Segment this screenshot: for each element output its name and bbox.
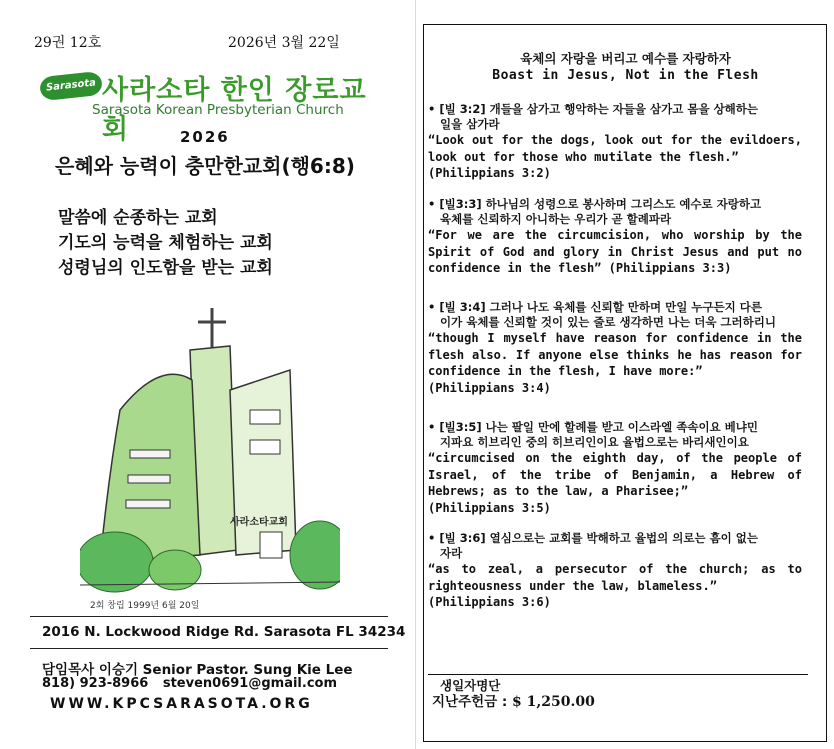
church-illustration [80, 300, 340, 620]
verse-korean: • [빌 3:4] 그러나 나도 육체를 신뢰할 만하며 만일 누구든지 다른 [428, 300, 763, 314]
verse-reference: (Philippians 3:4) [428, 380, 551, 395]
verse-korean: • [빌 3:6] 열심으로는 교회를 박해하고 율법의 의로는 흠이 없는 [428, 531, 759, 545]
offering-label: 지난주헌금 : [432, 694, 508, 710]
volume-number: 29권 12호 [34, 35, 102, 51]
sign-text: 사라소타교회 [230, 517, 288, 528]
offering-amount: $ 1,250.00 [512, 694, 595, 710]
verse-korean: 육체를 신뢰하지 아니하는 우리가 곧 할례파라 [440, 212, 672, 226]
bulletin-date: 2026년 3월 22일 [228, 35, 340, 51]
footer-divider [428, 674, 808, 675]
contact-line [42, 676, 337, 691]
verse-korean: 일을 삼가라 [440, 117, 500, 131]
divider-line [30, 648, 388, 649]
verse-korean: 지파요 히브리인 중의 히브리인이요 율법으로는 바리새인이요 [440, 435, 749, 449]
verse-reference: (Philippians 3:2) [428, 166, 551, 180]
verse-korean: 자라 [440, 546, 463, 560]
verse-block [428, 197, 802, 277]
verse-korean: • [빌 3:2] 개들을 삼가고 행악하는 자들을 삼가고 몸을 상해하는 [428, 102, 759, 116]
verse-english: “circumcised on the eighth day, of the people of Israel, of the tribe of Benjamin, a Hebrew of Hebrews; as to the law, a Pharisee;” [428, 451, 802, 498]
verse-block [428, 300, 802, 396]
sermon-title-english: Boast in Jesus, Not in the Flesh [492, 68, 759, 83]
church-name-english: Sarasota Korean Presbyterian Church [92, 102, 344, 118]
website-url: WWW.KPCSARASOTA.ORG [50, 696, 313, 712]
verse-block [428, 102, 802, 182]
sermon-title-korean: 육체의 자랑을 버리고 예수를 자랑하자 [520, 51, 731, 66]
founding-caption: 2회 창립 1999년 6월 20일 [90, 601, 200, 611]
logo-badge: Sarasota [39, 71, 103, 101]
year-heading: 2026 [180, 128, 230, 146]
email-address: steven0691@gmail.com [162, 676, 338, 691]
offering-line [432, 690, 595, 710]
verse-english: “though I myself have reason for confidence in the flesh also. If anyone else thinks he has reason for confidence in the flesh, I have more:” [428, 331, 802, 378]
verse-english: “as to zeal, a persecutor of the church; as to righteousness under the law, blameless.” [428, 562, 802, 593]
birthday-list-label: 생일자명단 [440, 678, 501, 693]
verse-block [428, 420, 802, 516]
motto-line: 성령님의 인도함을 받는 교회 [58, 258, 273, 278]
verse-reference: (Philippians 3:5) [428, 500, 551, 515]
verse-korean: 이가 육체를 신뢰할 것이 있는 줄로 생각하면 나는 더욱 그러하리니 [440, 315, 776, 329]
page-fold [415, 0, 416, 749]
verse-english: “For we are the circumcision, who worship by the Spirit of God and glory in Christ Jesus and put no confidence in the flesh” (Philippians 3:3) [428, 228, 802, 275]
divider-line [30, 616, 388, 617]
senior-pastor: 담임목사 이승기 Senior Pastor. Sung Kie Lee [42, 662, 353, 678]
verse-korean: • [빌3:5] 나는 팔일 만에 할례를 받고 이스라엘 족속이요 베냐민 [428, 420, 759, 434]
verse-english: “Look out for the dogs, look out for the evildoers, look out for those who mutilate the flesh.” [428, 133, 802, 164]
motto-line: 기도의 능력을 체험하는 교회 [58, 233, 273, 253]
verse-block [428, 531, 802, 611]
phone-number: 818) 923-8966 [42, 676, 149, 691]
motto-line: 말씀에 순종하는 교회 [58, 208, 218, 228]
verse-reference: (Philippians 3:6) [428, 595, 551, 609]
church-name-korean: 사라소타 한인 장로교회 [102, 75, 367, 145]
annual-theme: 은혜와 능력이 충만한교회(행6:8) [55, 154, 355, 178]
church-address: 2016 N. Lockwood Ridge Rd. Sarasota FL 34234 [42, 624, 406, 640]
verse-korean: • [빌3:3] 하나님의 성령으로 봉사하며 그리스도 예수로 자랑하고 [428, 197, 762, 211]
